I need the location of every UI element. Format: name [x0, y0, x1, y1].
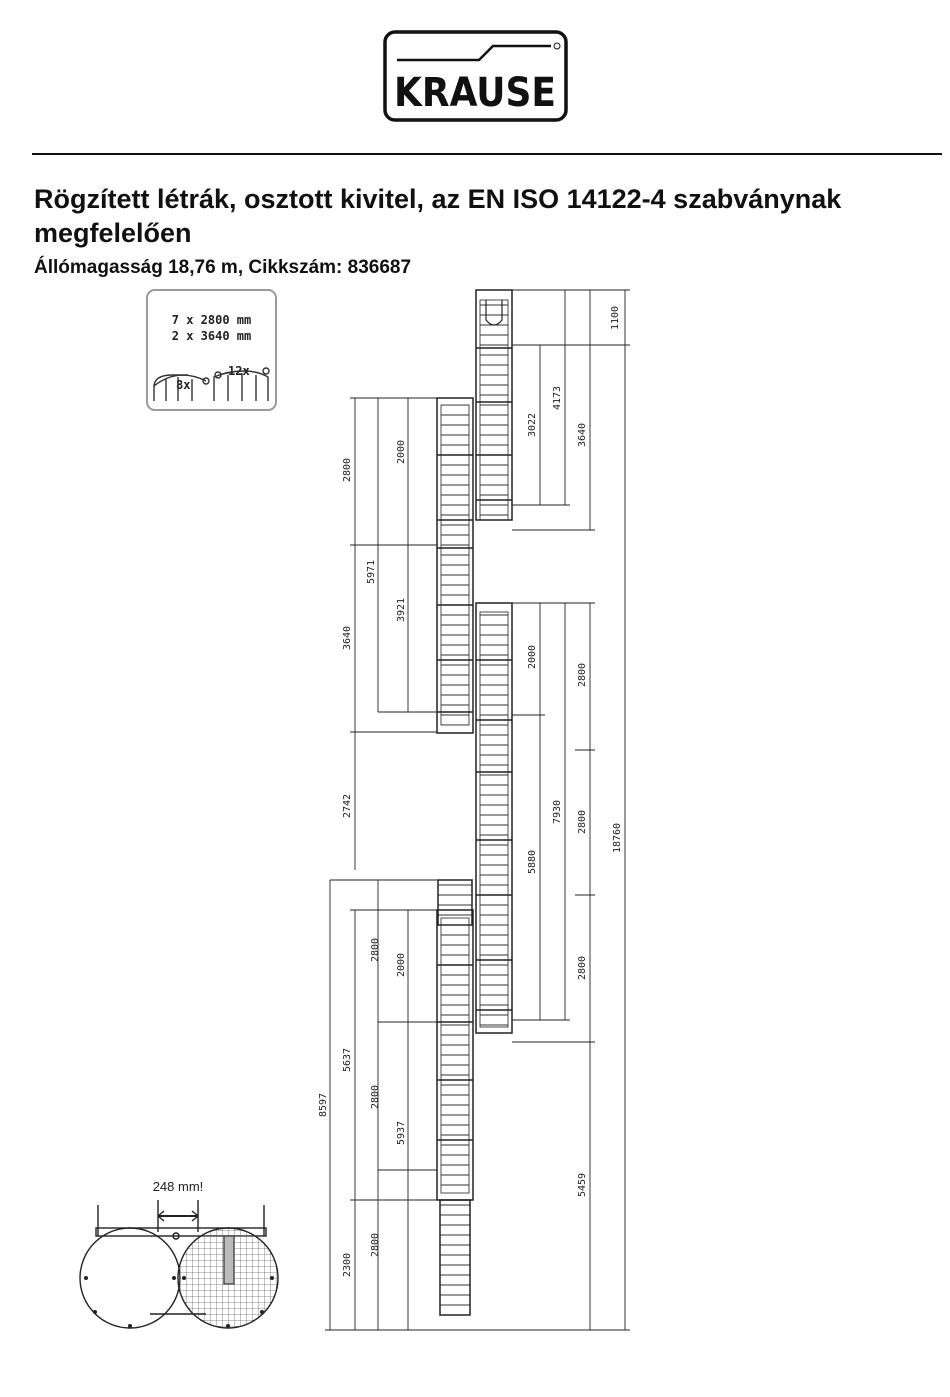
dim-left-2800-bottom: 2800: [370, 1232, 381, 1258]
page-subtitle: Állómagasság 18,76 m, Cikkszám: 836687: [34, 257, 412, 278]
parts-line-2800: 7 x 2800 mm: [171, 313, 252, 327]
dim-left-2742: 2742: [342, 793, 353, 819]
bracket-large-count: 12x: [228, 364, 250, 378]
dim-left-3921: 3921: [396, 597, 407, 623]
dim-left-5971: 5971: [366, 559, 377, 585]
dim-right-2800-a: 2800: [577, 662, 588, 688]
dim-left-2800-top: 2800: [342, 457, 353, 483]
ladder-middle-right: [476, 603, 512, 1033]
dim-left-2000-top: 2000: [396, 439, 407, 465]
cross-section-detail: [80, 1179, 278, 1328]
dim-total-height: 18760: [612, 822, 623, 854]
dim-left-8597: 8597: [318, 1092, 329, 1118]
dim-top-exit: 1100: [610, 305, 621, 331]
dim-right-4173: 4173: [552, 385, 563, 411]
dim-right-2800-b: 2800: [577, 809, 588, 835]
ladder-upper-right: [476, 290, 512, 520]
dim-right-5459: 5459: [577, 1172, 588, 1198]
bracket-small-count: 8x: [176, 378, 191, 392]
dim-left-5637: 5637: [342, 1047, 353, 1073]
dim-left-2300: 2300: [342, 1252, 353, 1278]
dim-left-2000-mid: 2000: [396, 952, 407, 978]
dim-right-2800-c: 2800: [577, 955, 588, 981]
logo-text: KRAUSE: [394, 70, 556, 116]
page-title: Rögzített létrák, osztott kivitel, az EN ISO 14122-4 szabványnak megfelelően: [34, 184, 842, 248]
dim-right-3640: 3640: [577, 422, 588, 448]
dim-left-2800-mid: 2800: [370, 937, 381, 963]
ladder-lower-left: [437, 880, 473, 1315]
dim-right-5880: 5880: [527, 849, 538, 875]
dim-left-2800-low: 2800: [370, 1084, 381, 1110]
offset-label: 248 mm!: [152, 1179, 204, 1194]
dim-left-3640: 3640: [342, 625, 353, 651]
dim-right-2000-mid: 2000: [527, 644, 538, 670]
dim-left-5937: 5937: [396, 1120, 407, 1146]
dim-right-7930: 7930: [552, 799, 563, 825]
ladder-upper-left: [437, 398, 473, 733]
dim-right-3022: 3022: [527, 412, 538, 438]
parts-line-3640: 2 x 3640 mm: [171, 329, 252, 343]
